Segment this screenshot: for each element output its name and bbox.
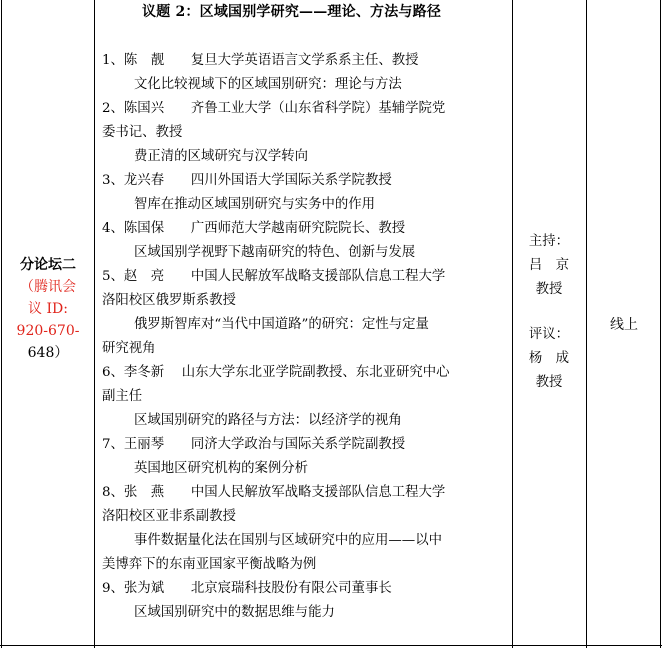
speaker-line: 2、陈国兴 齐鲁工业大学（山东省科学院）基辅学院党 <box>102 101 446 116</box>
talk-title: 区域国别研究的路径与方法：以经济学的视角 <box>134 413 402 428</box>
speaker-line: 4、陈国保 广西师范大学越南研究院院长、教授 <box>102 221 406 236</box>
talk-title: 事件数据量化法在国别与区域研究中的应用——以中 <box>134 533 442 548</box>
meeting-id-line: 920-670- <box>16 323 80 339</box>
talk-title-cont: 美博弈下的东南亚国家平衡战略为例 <box>102 557 317 572</box>
speaker-line-cont: 副主任 <box>102 389 143 404</box>
talk-title: 费正清的区域研究与汉学转向 <box>134 149 309 164</box>
speaker-line: 7、王丽琴 同济大学政治与国际关系学院副教授 <box>102 437 406 452</box>
row-divider <box>0 645 662 646</box>
speaker-line: 3、龙兴春 四川外国语大学国际关系学院教授 <box>102 173 392 188</box>
column-divider <box>586 0 587 648</box>
column-divider <box>512 0 513 648</box>
review-title: 教授 <box>535 375 563 390</box>
speaker-line: 1、陈 靓 复旦大学英语语言文学系系主任、教授 <box>102 53 419 68</box>
table-border-right <box>660 0 661 648</box>
host-label: 主持： <box>528 234 570 249</box>
meeting-id-line: （腾讯会 <box>20 279 76 295</box>
talk-title: 区域国别学视野下越南研究的特色、创新与发展 <box>134 245 416 260</box>
topic-title: 议题 2：区域国别学研究——理论、方法与路径 <box>142 4 442 20</box>
speaker-line-cont: 洛阳校区俄罗斯系教授 <box>102 293 236 308</box>
talk-title: 区域国别研究中的数据思维与能力 <box>134 605 335 620</box>
meeting-mode: 线上 <box>610 317 638 333</box>
meeting-id-line: 648） <box>27 345 69 361</box>
speaker-line: 8、张 燕 中国人民解放军战略支援部队信息工程大学 <box>102 485 446 500</box>
talk-title: 文化比较视域下的区域国别研究：理论与方法 <box>134 77 402 92</box>
review-name: 杨 成 <box>528 351 570 366</box>
speaker-line: 9、张为斌 北京宸瑞科技股份有限公司董事长 <box>102 581 392 596</box>
talk-title: 智库在推动区域国别研究与实务中的作用 <box>134 197 376 212</box>
speaker-line-cont: 委书记、教授 <box>102 125 183 140</box>
host-name: 吕 京 <box>528 258 570 273</box>
host-cell <box>514 230 584 395</box>
host-title: 教授 <box>535 282 563 297</box>
forum-cell <box>2 254 94 364</box>
talk-title: 俄罗斯智库对“当代中国道路”的研究：定性与定量 <box>134 317 429 332</box>
meeting-id-line: 议 ID: <box>28 301 68 317</box>
review-label: 评议： <box>528 327 570 342</box>
speaker-line: 6、李冬新 山东大学东北亚学院副教授、东北亚研究中心 <box>102 365 450 380</box>
speaker-line-cont: 洛阳校区亚非系副教授 <box>102 509 236 524</box>
forum-name: 分论坛二 <box>20 257 76 273</box>
speaker-line: 5、赵 亮 中国人民解放军战略支援部队信息工程大学 <box>102 269 446 284</box>
talk-title: 英国地区研究机构的案例分析 <box>134 461 309 476</box>
talk-title-cont: 研究视角 <box>102 341 156 356</box>
column-divider <box>94 0 95 648</box>
spacer <box>514 302 584 323</box>
